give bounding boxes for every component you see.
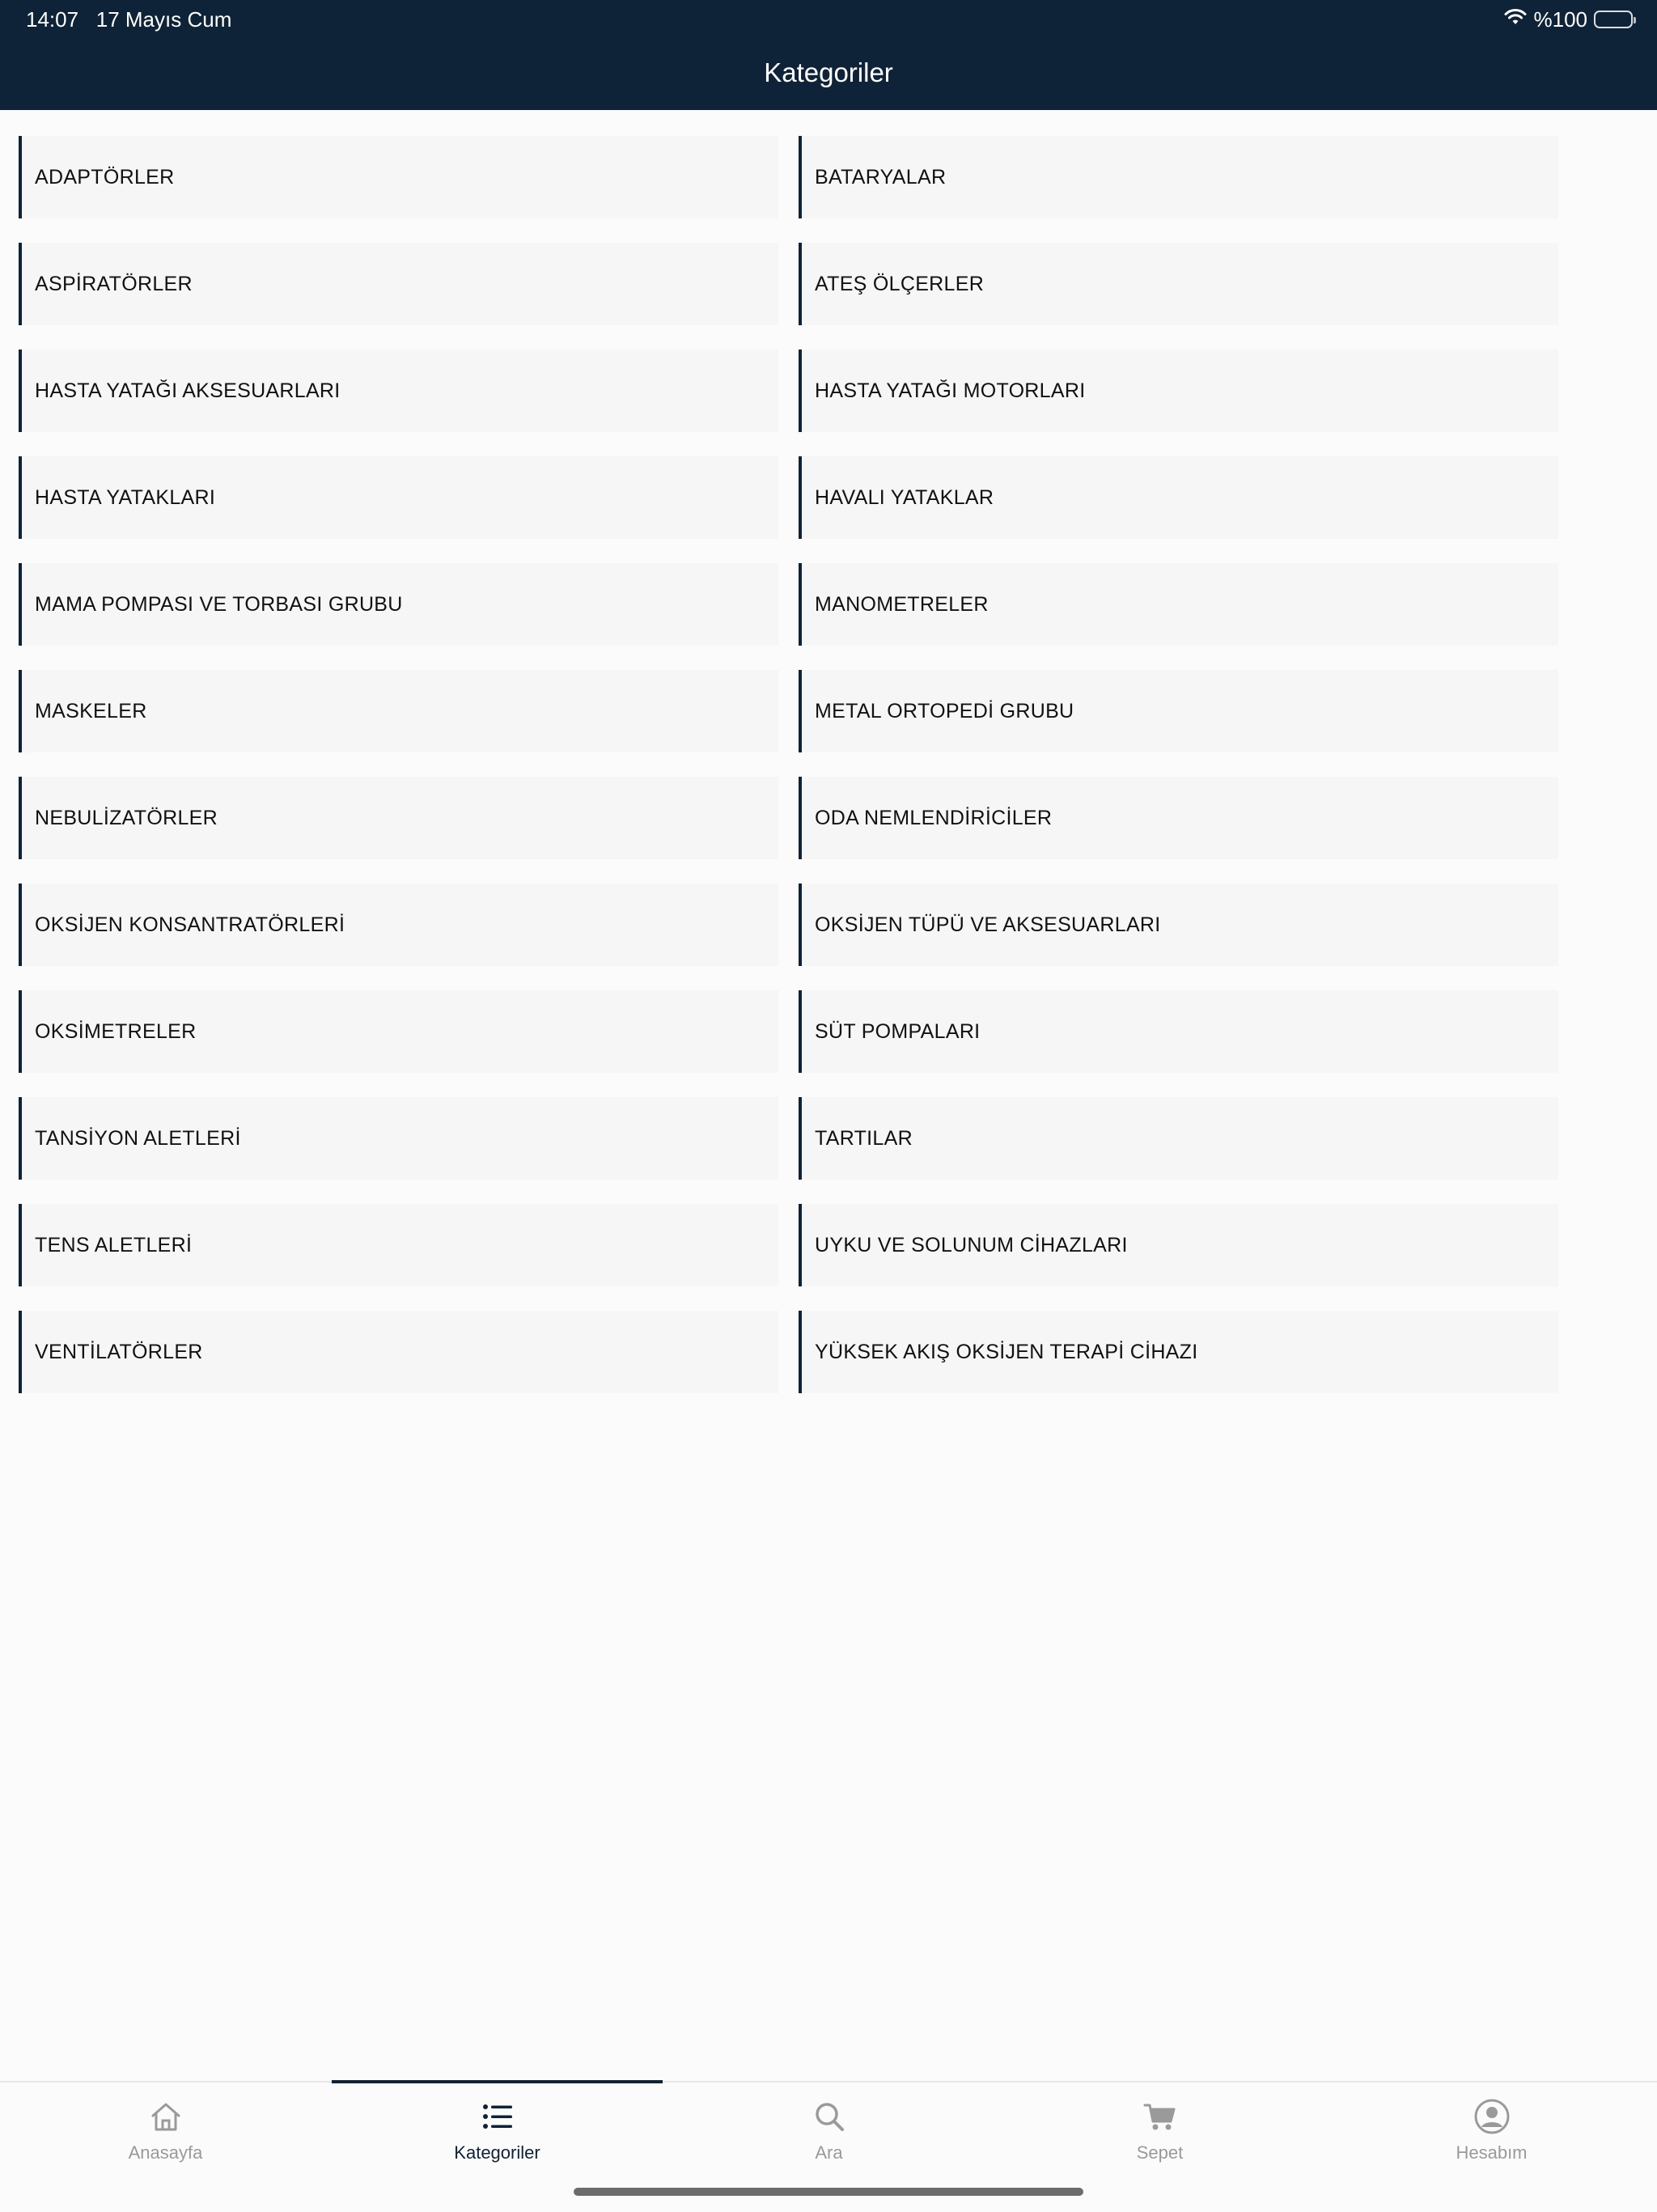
tab-hesabim[interactable]	[1326, 2083, 1657, 2172]
category-item-bataryalar[interactable]	[799, 136, 1558, 218]
category-item-uyku-ve-solunum[interactable]	[799, 1204, 1558, 1286]
category-item-oda-nemlendiriciler[interactable]	[799, 777, 1558, 859]
category-item-oksimetreler[interactable]	[19, 990, 778, 1073]
category-item-oksijen-konsantratorleri[interactable]	[19, 884, 778, 966]
category-label: HASTA YATAĞI MOTORLARI	[815, 379, 1086, 402]
tab-anasayfa[interactable]	[0, 2083, 331, 2172]
app-header	[0, 0, 1657, 110]
category-label: OKSİJEN KONSANTRATÖRLERİ	[35, 913, 345, 936]
status-bar-right	[1503, 6, 1634, 32]
tab-kategoriler[interactable]	[332, 2083, 663, 2172]
category-label: YÜKSEK AKIŞ OKSİJEN TERAPİ CİHAZI	[815, 1340, 1198, 1363]
status-time: 14:07	[26, 7, 79, 32]
category-label: HASTA YATAĞI AKSESUARLARI	[35, 379, 341, 402]
category-label: MASKELER	[35, 699, 147, 723]
category-label: HAVALI YATAKLAR	[815, 485, 994, 509]
status-bar-time	[26, 6, 231, 32]
category-item-tartilar[interactable]	[799, 1097, 1558, 1180]
category-label: ASPİRATÖRLER	[35, 272, 193, 295]
category-item-mama-pompasi[interactable]	[19, 563, 778, 646]
page-title: Kategoriler	[764, 57, 893, 87]
category-item-adaptorler[interactable]	[19, 136, 778, 218]
category-item-nebulizatorler[interactable]	[19, 777, 778, 859]
category-label: SÜT POMPALARI	[815, 1019, 981, 1043]
category-item-metal-ortopedi-grubu[interactable]	[799, 670, 1558, 752]
category-item-tansiyon-aletleri[interactable]	[19, 1097, 778, 1180]
account-icon	[1469, 2094, 1515, 2139]
category-item-hasta-yatagi-aksesuarlari[interactable]	[19, 350, 778, 432]
category-item-hasta-yataklari[interactable]	[19, 456, 778, 539]
battery-icon	[1594, 11, 1633, 28]
category-label: BATARYALAR	[815, 165, 947, 189]
tab-sepet[interactable]	[994, 2083, 1325, 2172]
list-icon	[475, 2094, 520, 2139]
category-item-hasta-yatagi-motorlari[interactable]	[799, 350, 1558, 432]
category-label: ATEŞ ÖLÇERLER	[815, 272, 985, 295]
status-date: 17 Mayıs Cum	[95, 7, 232, 32]
home-icon	[143, 2094, 189, 2139]
category-item-sut-pompalari[interactable]	[799, 990, 1558, 1073]
category-item-yuksek-akis-oksijen[interactable]	[799, 1311, 1558, 1393]
category-label: VENTİLATÖRLER	[35, 1340, 203, 1363]
search-icon	[807, 2094, 852, 2139]
tab-label: Hesabım	[1456, 2142, 1528, 2163]
category-item-ventilatorler[interactable]	[19, 1311, 778, 1393]
category-label: TARTILAR	[815, 1126, 913, 1150]
category-label: NEBULİZATÖRLER	[35, 806, 218, 829]
category-item-havali-yataklar[interactable]	[799, 456, 1558, 539]
cart-icon	[1138, 2094, 1183, 2139]
category-item-ates-olcerler[interactable]	[799, 243, 1558, 325]
category-item-manometreler[interactable]	[799, 563, 1558, 646]
tab-ara[interactable]	[663, 2083, 994, 2172]
category-label: MAMA POMPASI VE TORBASI GRUBU	[35, 592, 403, 616]
category-label: HASTA YATAKLARI	[35, 485, 216, 509]
battery-percent: %100	[1533, 6, 1587, 32]
category-label: OKSİJEN TÜPÜ VE AKSESUARLARI	[815, 913, 1161, 936]
category-label: ADAPTÖRLER	[35, 165, 175, 189]
category-item-maskeler[interactable]	[19, 670, 778, 752]
category-label: ODA NEMLENDİRİCİLER	[815, 806, 1053, 829]
tab-label: Ara	[815, 2142, 843, 2163]
home-indicator[interactable]	[574, 2188, 1083, 2196]
category-item-oksijen-tupu[interactable]	[799, 884, 1558, 966]
category-grid	[19, 136, 1558, 1393]
category-label: METAL ORTOPEDİ GRUBU	[815, 699, 1074, 723]
category-label: TANSİYON ALETLERİ	[35, 1126, 241, 1150]
tab-label: Kategoriler	[454, 2142, 540, 2163]
category-label: TENS ALETLERİ	[35, 1233, 193, 1256]
tab-label: Anasayfa	[128, 2142, 203, 2163]
category-label: UYKU VE SOLUNUM CİHAZLARI	[815, 1233, 1128, 1256]
category-item-aspiratorler[interactable]	[19, 243, 778, 325]
wifi-icon	[1503, 7, 1528, 32]
tab-label: Sepet	[1136, 2142, 1184, 2163]
category-label: OKSİMETRELER	[35, 1019, 197, 1043]
category-label: MANOMETRELER	[815, 592, 989, 616]
category-item-tens-aletleri[interactable]	[19, 1204, 778, 1286]
